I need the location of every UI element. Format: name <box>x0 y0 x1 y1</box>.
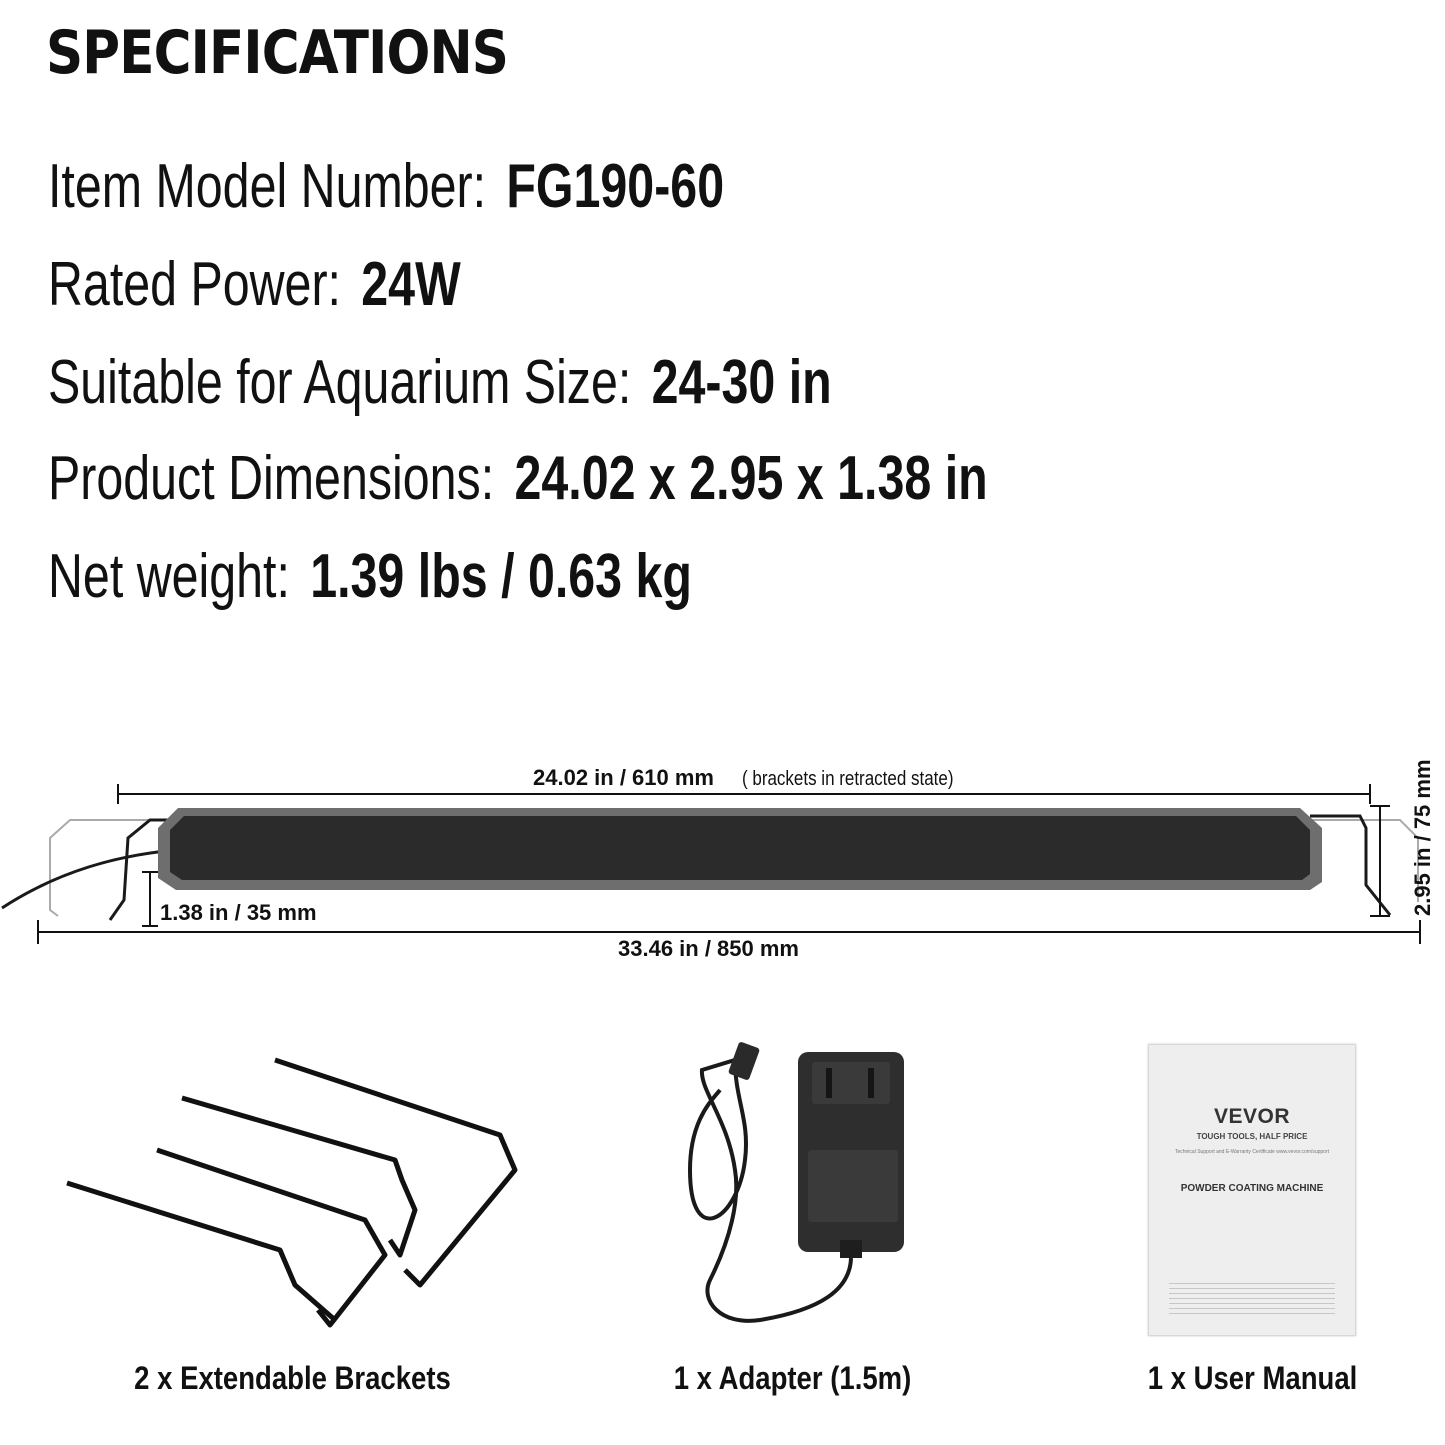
bracket-wire-3 <box>157 1150 385 1325</box>
spec-aquarium-size <box>48 348 832 417</box>
bracket-outline-right <box>1310 820 1418 902</box>
adapter <box>690 1041 904 1321</box>
spec-value: FG190-60 <box>506 152 725 221</box>
caption-manual: 1 x User Manual <box>1147 1360 1358 1396</box>
spec-model <box>48 152 725 221</box>
manual-tagline: TOUGH TOOLS, HALF PRICE <box>1196 1132 1308 1141</box>
dim-label-total: 33.46 in / 850 mm <box>618 936 799 961</box>
dim-line-depth <box>1370 806 1390 916</box>
manual-brand: VEVOR <box>1213 1105 1291 1128</box>
dim-note-top: ( brackets in retracted state) <box>742 766 954 790</box>
spec-label: Product Dimensions: <box>48 444 495 513</box>
user-manual-cover <box>1148 1044 1356 1336</box>
spec-label: Rated Power: <box>48 250 341 319</box>
page-title: SPECIFICATIONS <box>46 18 509 88</box>
light-dimension-diagram <box>0 720 1445 980</box>
spec-value: 24-30 in <box>651 348 832 417</box>
spec-value: 24.02 x 2.95 x 1.38 in <box>514 444 988 513</box>
dim-label-top: 24.02 in / 610 mm <box>533 765 714 790</box>
spec-label: Item Model Number: <box>48 152 487 221</box>
spec-dimensions <box>48 444 988 513</box>
dim-label-depth: 2.95 in / 75 mm <box>1410 759 1435 916</box>
spec-weight <box>48 542 692 611</box>
light-body <box>158 808 1322 890</box>
caption-adapter: 1 x Adapter (1.5m) <box>673 1360 912 1396</box>
dim-label-height: 1.38 in / 35 mm <box>160 900 317 925</box>
spec-value: 1.39 lbs / 0.63 kg <box>310 542 692 611</box>
manual-support-line: Technical Support and E-Warranty Certificate www.vevor.com/support <box>1174 1149 1330 1155</box>
dim-line-height <box>142 872 158 926</box>
spec-power <box>48 250 461 319</box>
bracket-outline-left <box>50 820 176 916</box>
manual-title: POWDER COATING MACHINE <box>1180 1183 1324 1194</box>
spec-label: Net weight: <box>48 542 290 611</box>
spec-label: Suitable for Aquarium Size: <box>48 348 632 417</box>
bracket-wire-4 <box>67 1183 335 1320</box>
manual-fine-print <box>1169 1283 1335 1317</box>
spec-value: 24W <box>361 250 461 319</box>
caption-brackets: 2 x Extendable Brackets <box>134 1360 451 1396</box>
